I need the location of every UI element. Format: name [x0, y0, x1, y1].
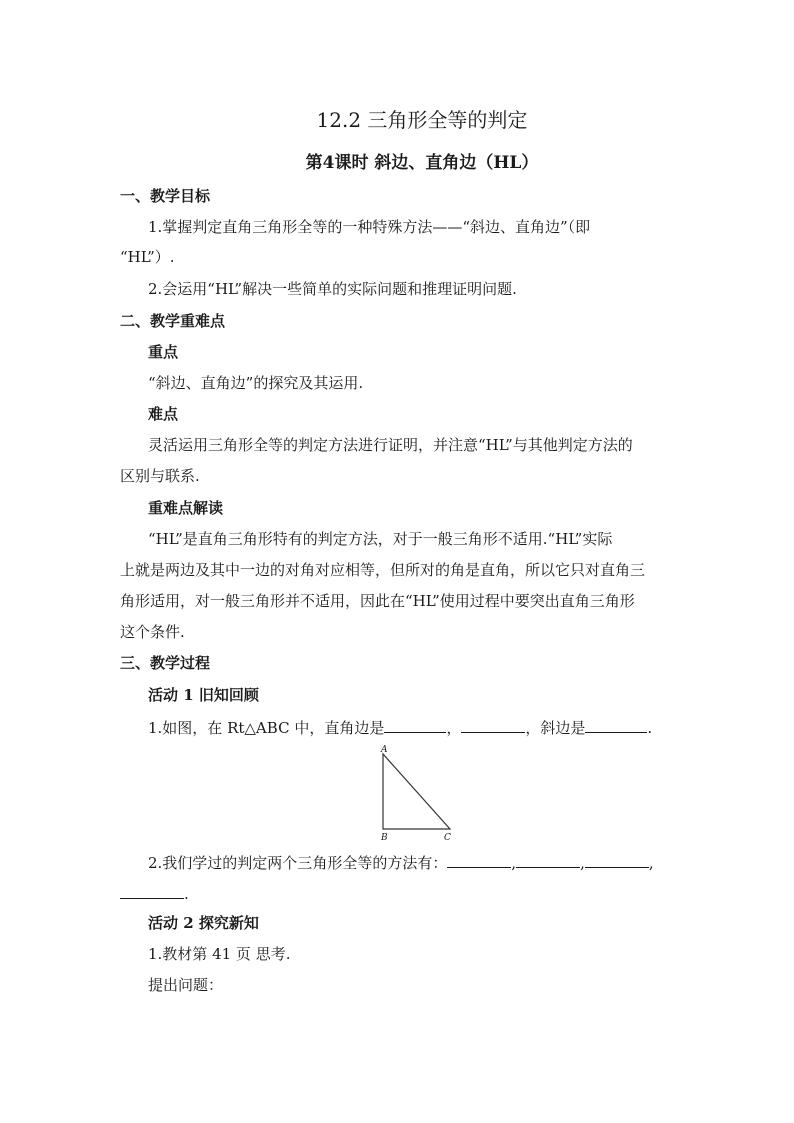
activity-2-item-2: 提出问题： [148, 976, 224, 994]
question-1-separator: ， [446, 719, 462, 737]
question-1-hypotenuse-label: ，斜边是 [525, 719, 586, 737]
activity-2-item-1: 1.教材第 41 页 思考. [148, 945, 291, 963]
section-heading-process: 三、教学过程 [120, 654, 211, 672]
goal-1-line-1: 1.掌握判定直角三角形全等的一种特殊方法——“斜边、直角边”（即 [148, 218, 591, 236]
difficult-point-line-1: 灵活运用三角形全等的判定方法进行证明，并注意“HL”与其他判定方法的 [148, 436, 633, 454]
vertex-label-a: A [381, 745, 388, 755]
key-point-text: “斜边、直角边”的探究及其运用. [148, 374, 364, 392]
vertex-label-b: B [381, 833, 388, 843]
question-1-end: . [647, 719, 653, 737]
activity-1-heading: 活动 1 旧知回顾 [148, 686, 259, 704]
section-heading-key-points: 二、教学重难点 [120, 312, 226, 330]
question-2-separator: , [648, 854, 654, 872]
goal-1-line-2: “HL”）. [120, 248, 175, 266]
question-2-continued [120, 882, 678, 904]
question-1-prefix: 1.如图，在 Rt△ABC 中，直角边是 [148, 719, 385, 737]
question-2-separator: , [511, 854, 517, 872]
right-triangle-figure [374, 742, 464, 846]
difficult-point-line-2: 区别与联系. [120, 467, 200, 485]
answer-blank [461, 716, 525, 733]
triangle-abc [383, 754, 450, 829]
answer-blank [585, 716, 647, 733]
key-point-heading: 重点 [148, 343, 179, 361]
page-title: 12.2 三角形全等的判定 [316, 108, 528, 132]
answer-blank [384, 716, 446, 733]
interpretation-line-1: “HL”是直角三角形特有的判定方法，对于一般三角形不适用.“HL”实际 [148, 530, 613, 548]
question-2 [148, 851, 678, 873]
question-2-end: . [184, 885, 189, 903]
answer-blank [516, 851, 580, 868]
interpretation-heading: 重难点解读 [148, 499, 224, 517]
section-heading-goals: 一、教学目标 [120, 187, 211, 205]
interpretation-line-4: 这个条件. [120, 623, 185, 641]
interpretation-line-2: 上就是两边及其中一边的对角对应相等，但所对的角是直角，所以它只对直角三 [120, 561, 646, 579]
question-2-prefix: 2.我们学过的判定两个三角形全等的方法有： [148, 854, 448, 872]
answer-blank [120, 882, 184, 899]
interpretation-line-3: 角形适用，对一般三角形并不适用，因此在“HL”使用过程中要突出直角三角形 [120, 592, 635, 610]
question-1 [148, 716, 678, 738]
answer-blank [585, 851, 649, 868]
difficult-point-heading: 难点 [148, 405, 179, 423]
goal-2: 2.会运用“HL”解决一些简单的实际问题和推理证明问题. [148, 280, 517, 298]
answer-blank [447, 851, 511, 868]
activity-2-heading: 活动 2 探究新知 [148, 914, 259, 932]
question-2-separator: , [580, 854, 585, 872]
page-subtitle: 第4课时 斜边、直角边（HL） [305, 153, 539, 173]
vertex-label-c: C [444, 833, 451, 843]
